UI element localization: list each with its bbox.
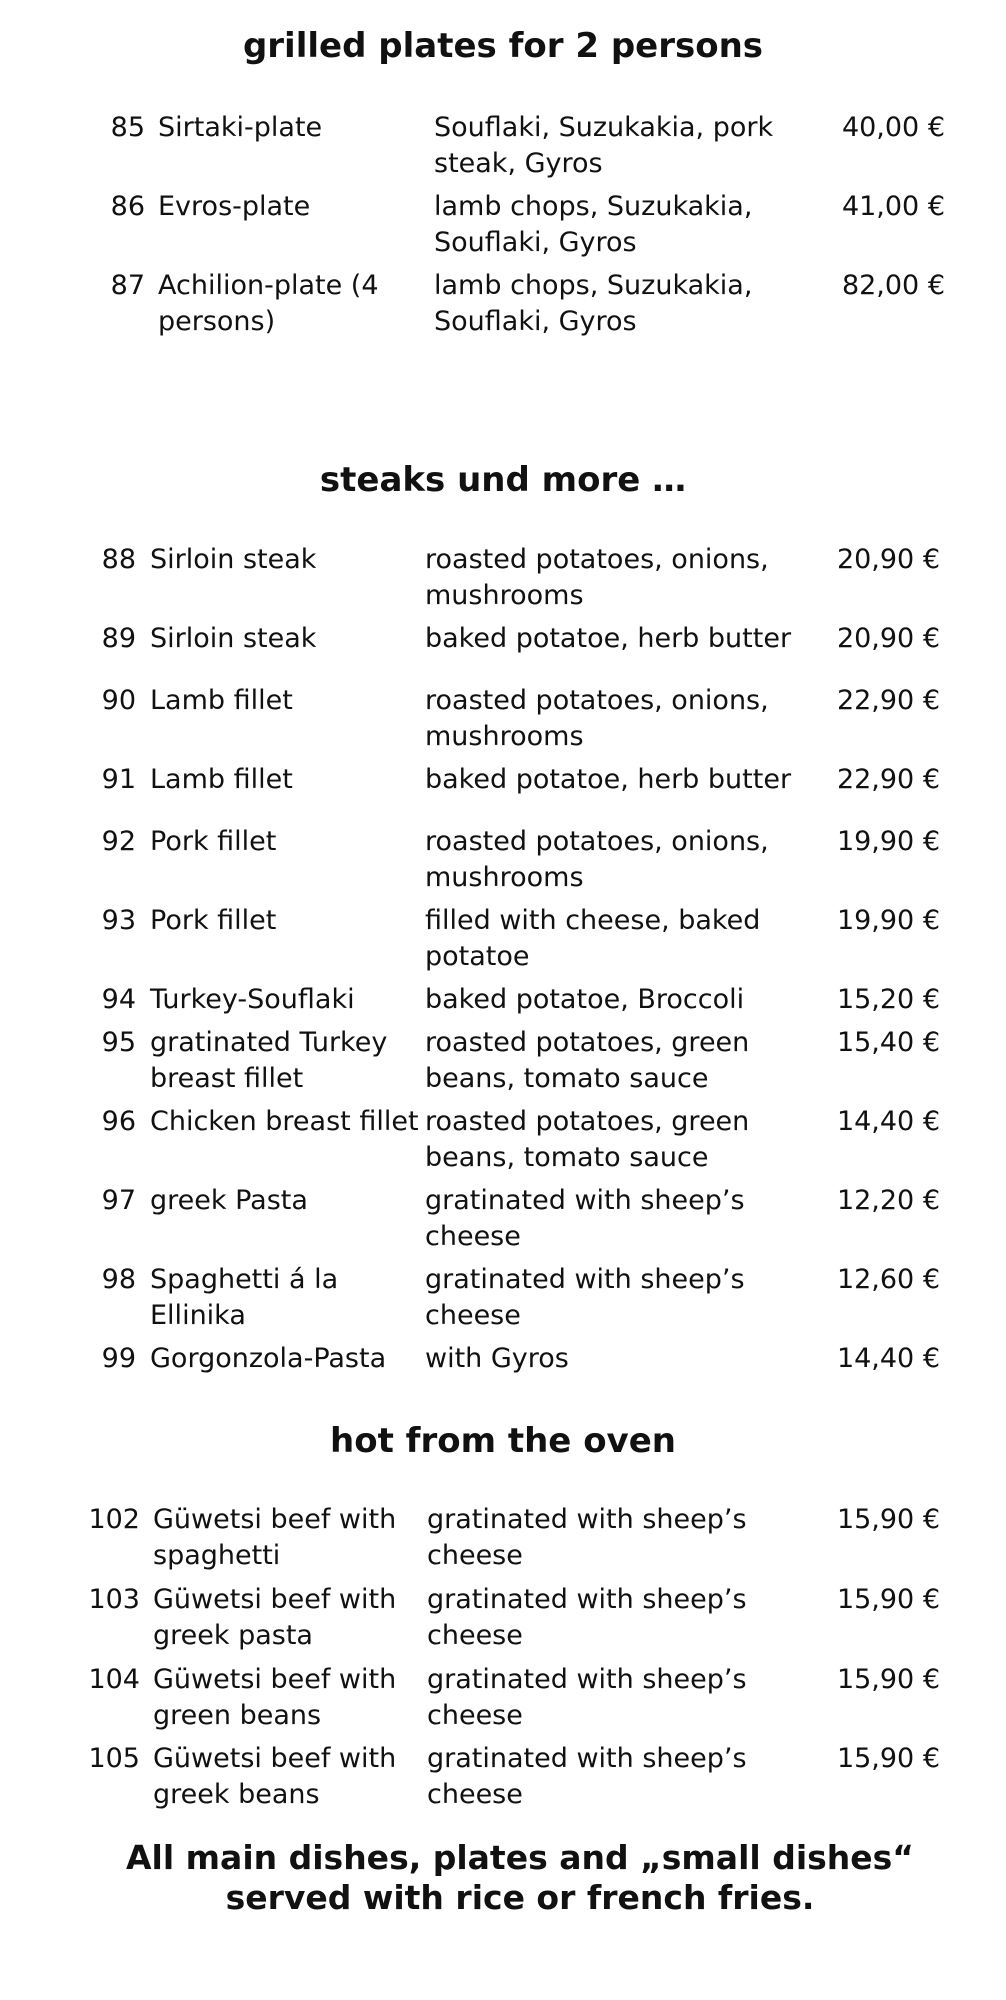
menu-item	[0, 1183, 1006, 1263]
item-description: filled with cheese, baked potatoe	[425, 905, 761, 972]
menu-item	[0, 110, 1006, 190]
menu-item	[0, 268, 1006, 348]
item-description: roasted potatoes, onions, mushrooms	[425, 826, 769, 893]
item-name: greek Pasta	[150, 1185, 308, 1216]
item-name: Pork fillet	[150, 826, 277, 857]
section-title-steaks: steaks und more …	[319, 460, 687, 500]
item-number: 90	[101, 685, 136, 716]
menu-item	[0, 1502, 1006, 1582]
menu-item	[0, 1582, 1006, 1662]
item-description: gratinated with sheep’s cheese	[425, 1185, 745, 1252]
item-price: 12,60 €	[836, 1264, 940, 1295]
item-description: gratinated with sheep’s cheese	[427, 1504, 747, 1571]
item-number: 94	[101, 984, 136, 1015]
item-price: 22,90 €	[836, 764, 940, 795]
item-number: 95	[101, 1027, 136, 1058]
item-price: 19,90 €	[836, 905, 940, 936]
item-name: Sirtaki-plate	[158, 112, 323, 143]
item-price: 15,90 €	[836, 1743, 940, 1774]
item-price: 20,90 €	[836, 544, 940, 575]
item-description: roasted potatoes, green beans, tomato sauce	[425, 1106, 750, 1173]
item-description: with Gyros	[425, 1343, 569, 1374]
item-price: 15,90 €	[836, 1584, 940, 1615]
item-price: 40,00 €	[841, 112, 945, 143]
item-number: 96	[101, 1106, 136, 1137]
menu-item	[0, 1104, 1006, 1184]
item-price: 12,20 €	[836, 1185, 940, 1216]
item-price: 22,90 €	[836, 685, 940, 716]
menu-item	[0, 1025, 1006, 1105]
menu-item	[0, 683, 1006, 763]
item-description: roasted potatoes, onions, mushrooms	[425, 685, 769, 752]
item-description: lamb chops, Suzukakia, Souflaki, Gyros	[434, 270, 753, 337]
item-description: roasted potatoes, onions, mushrooms	[425, 544, 769, 611]
menu-item	[0, 903, 1006, 983]
item-number: 92	[101, 826, 136, 857]
item-description: Souflaki, Suzukakia, pork steak, Gyros	[434, 112, 774, 179]
item-description: baked potatoe, Broccoli	[425, 984, 745, 1015]
item-price: 20,90 €	[836, 623, 940, 654]
item-name: Chicken breast fillet	[150, 1106, 419, 1137]
item-number: 104	[88, 1664, 140, 1695]
item-description: roasted potatoes, green beans, tomato sauce	[425, 1027, 750, 1094]
item-price: 14,40 €	[836, 1343, 940, 1374]
item-name: Spaghetti á la Ellinika	[150, 1264, 339, 1331]
menu-item	[0, 1341, 1006, 1421]
menu-item	[0, 824, 1006, 904]
item-number: 103	[88, 1584, 140, 1615]
item-number: 93	[101, 905, 136, 936]
item-name: gratinated Turkey breast fillet	[150, 1027, 388, 1094]
item-number: 87	[110, 270, 145, 301]
item-description: baked potatoe, herb butter	[425, 623, 792, 654]
item-name: Güwetsi beef with spaghetti	[153, 1504, 397, 1571]
item-number: 98	[101, 1264, 136, 1295]
item-name: Gorgonzola-Pasta	[150, 1343, 387, 1374]
item-price: 15,40 €	[836, 1027, 940, 1058]
item-price: 15,90 €	[836, 1664, 940, 1695]
item-number: 86	[110, 191, 145, 222]
item-price: 41,00 €	[841, 191, 945, 222]
item-name: Güwetsi beef with green beans	[153, 1664, 397, 1731]
menu-item	[0, 542, 1006, 622]
item-name: Sirloin steak	[150, 623, 317, 654]
item-number: 88	[101, 544, 136, 575]
item-name: Lamb fillet	[150, 685, 293, 716]
item-number: 91	[101, 764, 136, 795]
item-price: 15,20 €	[836, 984, 940, 1015]
item-name: Evros-plate	[158, 191, 311, 222]
item-description: gratinated with sheep’s cheese	[425, 1264, 745, 1331]
item-name: Sirloin steak	[150, 544, 317, 575]
item-description: baked potatoe, herb butter	[425, 764, 792, 795]
item-name: Achilion-plate (4 persons)	[158, 270, 379, 337]
menu-item	[0, 189, 1006, 269]
item-description: gratinated with sheep’s cheese	[427, 1664, 747, 1731]
item-name: Güwetsi beef with greek beans	[153, 1743, 397, 1810]
item-number: 99	[101, 1343, 136, 1374]
item-description: gratinated with sheep’s cheese	[427, 1743, 747, 1810]
item-name: Lamb fillet	[150, 764, 293, 795]
menu-item	[0, 1262, 1006, 1342]
item-name: Güwetsi beef with greek pasta	[153, 1584, 397, 1651]
item-description: gratinated with sheep’s cheese	[427, 1584, 747, 1651]
section-title-oven: hot from the oven	[330, 1421, 676, 1461]
item-number: 97	[101, 1185, 136, 1216]
item-price: 15,90 €	[836, 1504, 940, 1535]
item-description: lamb chops, Suzukakia, Souflaki, Gyros	[434, 191, 753, 258]
item-number: 105	[88, 1743, 140, 1774]
section-title-grilled-plates: grilled plates for 2 persons	[242, 26, 764, 66]
item-price: 82,00 €	[841, 270, 945, 301]
item-number: 85	[110, 112, 145, 143]
item-name: Turkey-Souflaki	[150, 984, 355, 1015]
menu-item	[0, 1662, 1006, 1742]
footer-note: All main dishes, plates and „small dishes“ served with rice or french fries.	[126, 1838, 914, 1917]
item-price: 14,40 €	[836, 1106, 940, 1137]
item-number: 102	[88, 1504, 140, 1535]
menu-item	[0, 1741, 1006, 1821]
item-number: 89	[101, 623, 136, 654]
item-price: 19,90 €	[836, 826, 940, 857]
item-name: Pork fillet	[150, 905, 277, 936]
